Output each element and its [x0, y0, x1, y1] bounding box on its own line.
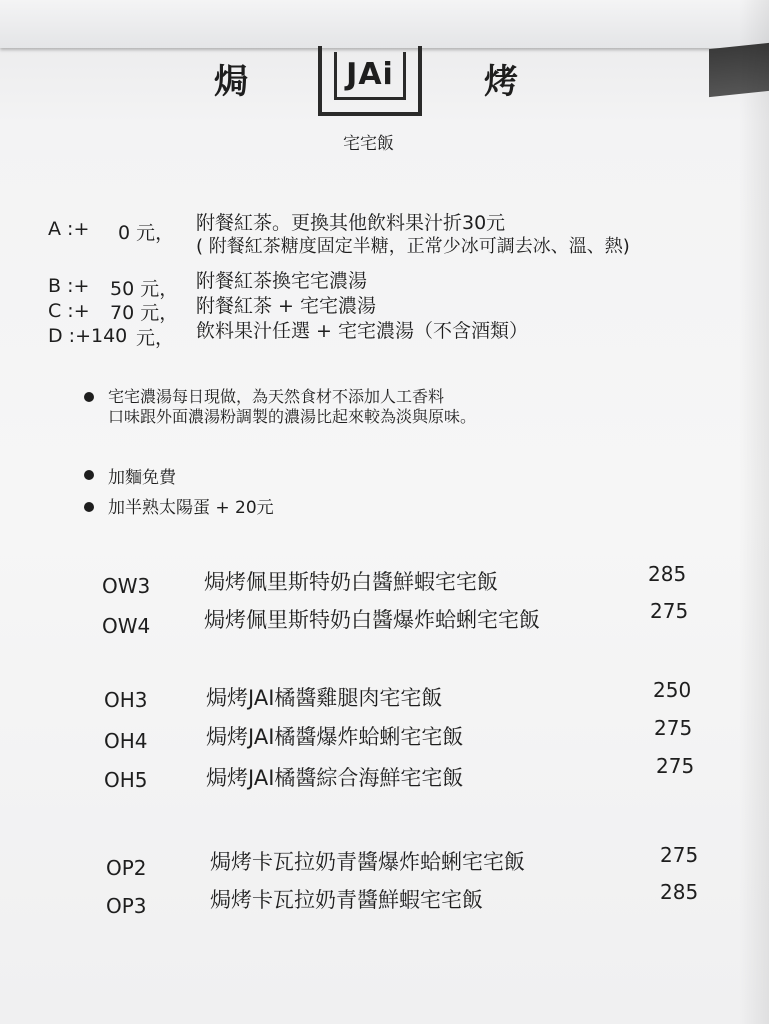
title-right-char: 烤 [484, 62, 518, 102]
title-left-char: 焗 [214, 62, 248, 102]
menu-code-oh3: OH3 [104, 688, 148, 712]
option-amount-d: 元， [136, 327, 175, 349]
option-desc-d: 飲料果汁任選 + 宅宅濃湯（不含酒類） [196, 320, 528, 342]
menu-item-oh4: 焗烤JAI橘醬爆炸蛤蜊宅宅飯 [206, 725, 464, 749]
bullet-dot-icon [84, 392, 94, 402]
bullet-dot-icon [84, 470, 94, 480]
option-amount-a: 0 元， [118, 222, 175, 244]
menu-code-ow3: OW3 [102, 574, 151, 598]
menu-price-oh4: 275 [654, 716, 693, 740]
option-amount-b: 50 元， [110, 278, 179, 300]
option-desc-a: 附餐紅茶。更換其他飲料果汁折30元 [196, 212, 506, 234]
menu-item-ow3: 焗烤佩里斯特奶白醬鮮蝦宅宅飯 [204, 570, 498, 594]
menu-code-op2: OP2 [106, 856, 147, 880]
folded-top-edge [0, 0, 769, 48]
jai-logo [318, 46, 422, 116]
menu-price-ow3: 285 [648, 562, 687, 586]
option-desc-a-note: ( 附餐紅茶糖度固定半糖，正常少冰可調去冰、溫、熱) [196, 236, 630, 257]
menu-code-op3: OP3 [106, 894, 147, 918]
soup-note-line2: 口味跟外面濃湯粉調製的濃湯比起來較為淡與原味。 [108, 407, 477, 426]
option-desc-b: 附餐紅茶換宅宅濃湯 [196, 270, 368, 292]
soup-note-line1: 宅宅濃湯每日現做，為天然食材不添加人工香料 [108, 387, 445, 406]
menu-code-oh5: OH5 [104, 768, 148, 792]
menu-price-oh5: 275 [656, 754, 695, 778]
menu-code-ow4: OW4 [102, 614, 151, 638]
menu-price-oh3: 250 [653, 678, 692, 702]
page-subtitle: 宅宅飯 [343, 134, 394, 154]
menu-price-ow4: 275 [650, 599, 689, 623]
jai-logo-frame [334, 52, 406, 100]
menu-price-op3: 285 [660, 880, 699, 904]
option-code-d: D :+140 [48, 325, 128, 347]
menu-item-ow4: 焗烤佩里斯特奶白醬爆炸蛤蜊宅宅飯 [204, 608, 540, 632]
menu-code-oh4: OH4 [104, 729, 148, 753]
option-amount-c: 70 元， [110, 302, 179, 324]
option-code-b: B :+ [48, 275, 90, 297]
option-desc-c: 附餐紅茶 + 宅宅濃湯 [196, 295, 376, 317]
bullet-dot-icon [84, 502, 94, 512]
egg-note: 加半熟太陽蛋 + 20元 [108, 498, 274, 518]
option-code-c: C :+ [48, 300, 90, 322]
menu-item-oh3: 焗烤JAI橘醬雞腿肉宅宅飯 [206, 686, 443, 710]
menu-price-op2: 275 [660, 843, 699, 867]
noodle-note: 加麵免費 [108, 468, 176, 488]
menu-item-oh5: 焗烤JAI橘醬綜合海鮮宅宅飯 [206, 766, 464, 790]
menu-item-op3: 焗烤卡瓦拉奶青醬鮮蝦宅宅飯 [210, 888, 483, 912]
page-shading [739, 0, 769, 1024]
menu-item-op2: 焗烤卡瓦拉奶青醬爆炸蛤蜊宅宅飯 [210, 850, 525, 874]
logo-text: JAi [346, 57, 394, 92]
option-code-a: A :+ [48, 218, 90, 240]
